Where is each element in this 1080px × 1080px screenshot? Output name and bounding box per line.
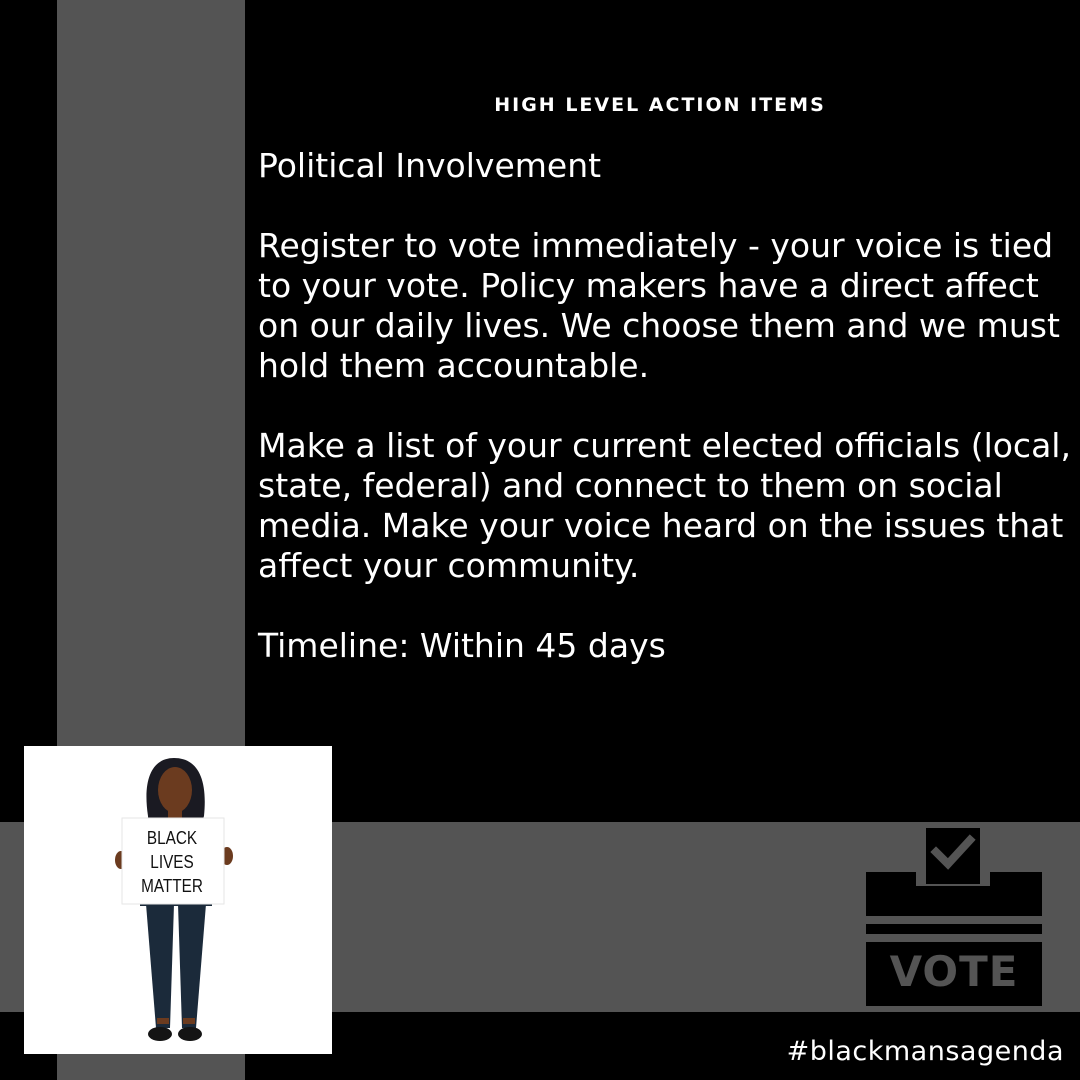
sign-line-lives: LIVES <box>150 852 194 872</box>
sign-text <box>130 826 215 898</box>
vote-label: VOTE <box>889 947 1019 996</box>
paragraph-officials: Make a list of your current elected officials (local, state, federal) and connect to them on social media. Make your voice heard on the issues that affect your community. <box>258 426 1071 585</box>
person-illustration <box>24 746 332 1054</box>
sign-line-black: BLACK <box>146 828 198 848</box>
hashtag: #blackmansagenda <box>786 1036 1064 1067</box>
timeline-text: Timeline: Within 45 days <box>258 626 666 665</box>
section-title: Political Involvement <box>258 146 602 185</box>
sign-line-matter: MATTER <box>141 876 203 896</box>
paragraph-register: Register to vote immediately - your voice is tied to your vote. Policy makers have a direct affect on our daily lives. We choose them and we must hold them accountable. <box>258 226 1060 385</box>
person-holding-sign-illustration <box>24 746 332 1054</box>
main-text-block <box>258 146 1073 666</box>
page-header: HIGH LEVEL ACTION ITEMS <box>494 94 826 116</box>
